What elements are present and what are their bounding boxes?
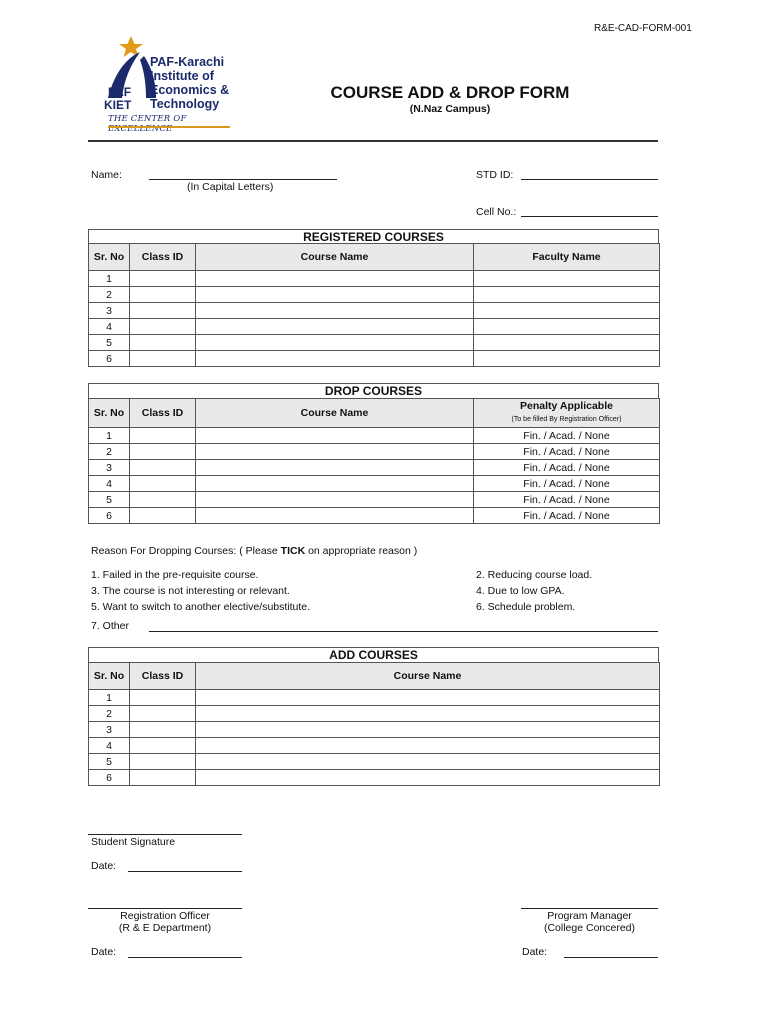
course-name-cell[interactable] xyxy=(196,460,474,476)
table-row xyxy=(89,738,660,754)
prog-manager-label: Program Manager xyxy=(547,910,632,922)
class-id-cell[interactable] xyxy=(130,319,196,335)
cell-input-line[interactable] xyxy=(521,216,658,217)
table-row xyxy=(89,287,660,303)
table-row xyxy=(89,770,660,786)
faculty-name-cell[interactable] xyxy=(474,319,660,335)
add-header-srno: Sr. No xyxy=(89,663,130,690)
drop-header-course: Course Name xyxy=(196,399,474,428)
reg-officer-date-label: Date: xyxy=(91,946,117,958)
row-number: 6 xyxy=(89,508,130,524)
penalty-options[interactable]: Fin. / Acad. / None xyxy=(474,460,660,476)
registered-caption: REGISTERED COURSES xyxy=(88,229,659,244)
reason-intro-before: Reason For Dropping Courses: ( Please xyxy=(91,545,281,557)
reason-7[interactable]: 7. Other xyxy=(91,620,129,632)
row-number: 5 xyxy=(89,754,130,770)
table-row xyxy=(89,271,660,287)
course-name-cell[interactable] xyxy=(196,706,660,722)
class-id-cell[interactable] xyxy=(130,722,196,738)
class-id-cell[interactable] xyxy=(130,738,196,754)
table-row xyxy=(89,460,660,476)
reg-officer-signature-line[interactable] xyxy=(88,908,242,909)
logo-line3: Economics & xyxy=(150,83,230,97)
form-title: COURSE ADD & DROP FORM xyxy=(330,83,570,102)
table-row xyxy=(89,428,660,444)
table-row xyxy=(89,444,660,460)
logo-line1: PAF-Karachi xyxy=(150,55,225,69)
student-signature-label: Student Signature xyxy=(91,836,176,848)
row-number: 4 xyxy=(89,319,130,335)
student-date-line[interactable] xyxy=(128,871,242,872)
class-id-cell[interactable] xyxy=(130,428,196,444)
class-id-cell[interactable] xyxy=(130,303,196,319)
student-signature-line[interactable] xyxy=(88,834,242,835)
penalty-options[interactable]: Fin. / Acad. / None xyxy=(474,444,660,460)
class-id-cell[interactable] xyxy=(130,492,196,508)
class-id-cell[interactable] xyxy=(130,335,196,351)
reason-2[interactable]: 2. Reducing course load. xyxy=(476,569,593,581)
penalty-options[interactable]: Fin. / Acad. / None xyxy=(474,492,660,508)
drop-caption: DROP COURSES xyxy=(88,383,659,399)
class-id-cell[interactable] xyxy=(130,351,196,367)
table-row xyxy=(89,335,660,351)
row-number: 3 xyxy=(89,303,130,319)
course-name-cell[interactable] xyxy=(196,476,474,492)
course-name-cell[interactable] xyxy=(196,770,660,786)
reg-header-classid: Class ID xyxy=(130,244,196,271)
faculty-name-cell[interactable] xyxy=(474,287,660,303)
logo-line4: Technology xyxy=(150,97,220,111)
course-name-cell[interactable] xyxy=(196,351,474,367)
faculty-name-cell[interactable] xyxy=(474,303,660,319)
course-name-cell[interactable] xyxy=(196,335,474,351)
class-id-cell[interactable] xyxy=(130,287,196,303)
name-input-line[interactable] xyxy=(149,179,337,180)
row-number: 3 xyxy=(89,460,130,476)
course-name-cell[interactable] xyxy=(196,428,474,444)
header-divider xyxy=(88,140,658,142)
penalty-note: (To be filled By Registration Officer) xyxy=(511,416,622,423)
penalty-note-text: To be filled By Registration Officer xyxy=(513,416,620,423)
logo-tagline: THE CENTER OF EXCELLENCE xyxy=(108,114,187,134)
table-row xyxy=(89,754,660,770)
faculty-name-cell[interactable] xyxy=(474,335,660,351)
course-name-cell[interactable] xyxy=(196,492,474,508)
institute-logo xyxy=(100,36,240,134)
course-name-cell[interactable] xyxy=(196,287,474,303)
reg-officer-date-line[interactable] xyxy=(128,957,242,958)
reason-6[interactable]: 6. Schedule problem. xyxy=(476,601,576,613)
row-number: 4 xyxy=(89,476,130,492)
prog-manager-date-line[interactable] xyxy=(564,957,658,958)
reg-officer-dept: (R & E Department) xyxy=(118,922,212,934)
add-header-classid: Class ID xyxy=(130,663,196,690)
course-name-cell[interactable] xyxy=(196,508,474,524)
penalty-options[interactable]: Fin. / Acad. / None xyxy=(474,428,660,444)
class-id-cell[interactable] xyxy=(130,271,196,287)
class-id-cell[interactable] xyxy=(130,770,196,786)
faculty-name-cell[interactable] xyxy=(474,271,660,287)
course-name-cell[interactable] xyxy=(196,444,474,460)
logo-paf: PAF xyxy=(108,85,132,99)
name-hint: (In Capital Letters) xyxy=(187,181,274,193)
table-row xyxy=(89,508,660,524)
row-number: 5 xyxy=(89,492,130,508)
course-name-cell[interactable] xyxy=(196,271,474,287)
reg-header-srno: Sr. No xyxy=(89,244,130,271)
reason-5[interactable]: 5. Want to switch to another elective/substitute. xyxy=(91,601,311,613)
row-number: 5 xyxy=(89,335,130,351)
form-code: R&E-CAD-FORM-001 xyxy=(594,23,692,34)
drop-table xyxy=(88,398,660,524)
class-id-cell[interactable] xyxy=(130,444,196,460)
reason-1[interactable]: 1. Failed in the pre-requisite course. xyxy=(91,569,259,581)
logo-kiet: KIET xyxy=(104,98,132,112)
reason-intro-after: on appropriate reason ) xyxy=(305,545,418,557)
drop-header-penalty xyxy=(474,399,660,428)
add-caption: ADD COURSES xyxy=(88,647,659,663)
reason-intro-bold: TICK xyxy=(280,545,306,557)
drop-header-classid: Class ID xyxy=(130,399,196,428)
course-name-cell[interactable] xyxy=(196,319,474,335)
course-name-cell[interactable] xyxy=(196,690,660,706)
table-row xyxy=(89,351,660,367)
row-number: 3 xyxy=(89,722,130,738)
logo-line2: Institute of xyxy=(150,69,214,83)
add-table xyxy=(88,662,660,786)
std-id-label: STD ID: xyxy=(476,169,514,181)
class-id-cell[interactable] xyxy=(130,476,196,492)
add-header-course: Course Name xyxy=(196,663,660,690)
class-id-cell[interactable] xyxy=(130,690,196,706)
course-name-cell[interactable] xyxy=(196,722,660,738)
table-row xyxy=(89,319,660,335)
class-id-cell[interactable] xyxy=(130,508,196,524)
form-subtitle: (N.Naz Campus) xyxy=(409,103,491,115)
table-row xyxy=(89,690,660,706)
row-number: 2 xyxy=(89,444,130,460)
cell-label: Cell No.: xyxy=(476,206,517,218)
table-row xyxy=(89,492,660,508)
class-id-cell[interactable] xyxy=(130,706,196,722)
table-row xyxy=(89,303,660,319)
table-row xyxy=(89,706,660,722)
course-name-cell[interactable] xyxy=(196,754,660,770)
logo-underline xyxy=(108,126,230,128)
student-date-label: Date: xyxy=(91,860,117,872)
row-number: 1 xyxy=(89,271,130,287)
table-row xyxy=(89,476,660,492)
course-name-cell[interactable] xyxy=(196,738,660,754)
prog-manager-dept: (College Concered) xyxy=(543,922,636,934)
row-number: 2 xyxy=(89,706,130,722)
reg-header-faculty: Faculty Name xyxy=(474,244,660,271)
reason-3[interactable]: 3. The course is not interesting or relevant. xyxy=(91,585,290,597)
class-id-cell[interactable] xyxy=(130,460,196,476)
course-name-cell[interactable] xyxy=(196,303,474,319)
prog-manager-signature-line[interactable] xyxy=(521,908,658,909)
std-id-input-line[interactable] xyxy=(521,179,658,180)
faculty-name-cell[interactable] xyxy=(474,351,660,367)
row-number: 6 xyxy=(89,351,130,367)
row-number: 4 xyxy=(89,738,130,754)
reason-intro xyxy=(91,545,417,557)
reg-header-course: Course Name xyxy=(196,244,474,271)
row-number: 1 xyxy=(89,428,130,444)
name-label: Name: xyxy=(91,169,122,181)
reg-officer-label: Registration Officer xyxy=(120,910,210,922)
drop-header-srno: Sr. No xyxy=(89,399,130,428)
penalty-header-label: Penalty Applicable xyxy=(520,400,613,412)
table-row xyxy=(89,722,660,738)
row-number: 6 xyxy=(89,770,130,786)
registered-table xyxy=(88,243,660,367)
penalty-options[interactable]: Fin. / Acad. / None xyxy=(474,476,660,492)
other-reason-line[interactable] xyxy=(149,631,658,632)
penalty-options[interactable]: Fin. / Acad. / None xyxy=(474,508,660,524)
class-id-cell[interactable] xyxy=(130,754,196,770)
prog-manager-date-label: Date: xyxy=(522,946,548,958)
reason-4[interactable]: 4. Due to low GPA. xyxy=(476,585,565,597)
row-number: 1 xyxy=(89,690,130,706)
row-number: 2 xyxy=(89,287,130,303)
